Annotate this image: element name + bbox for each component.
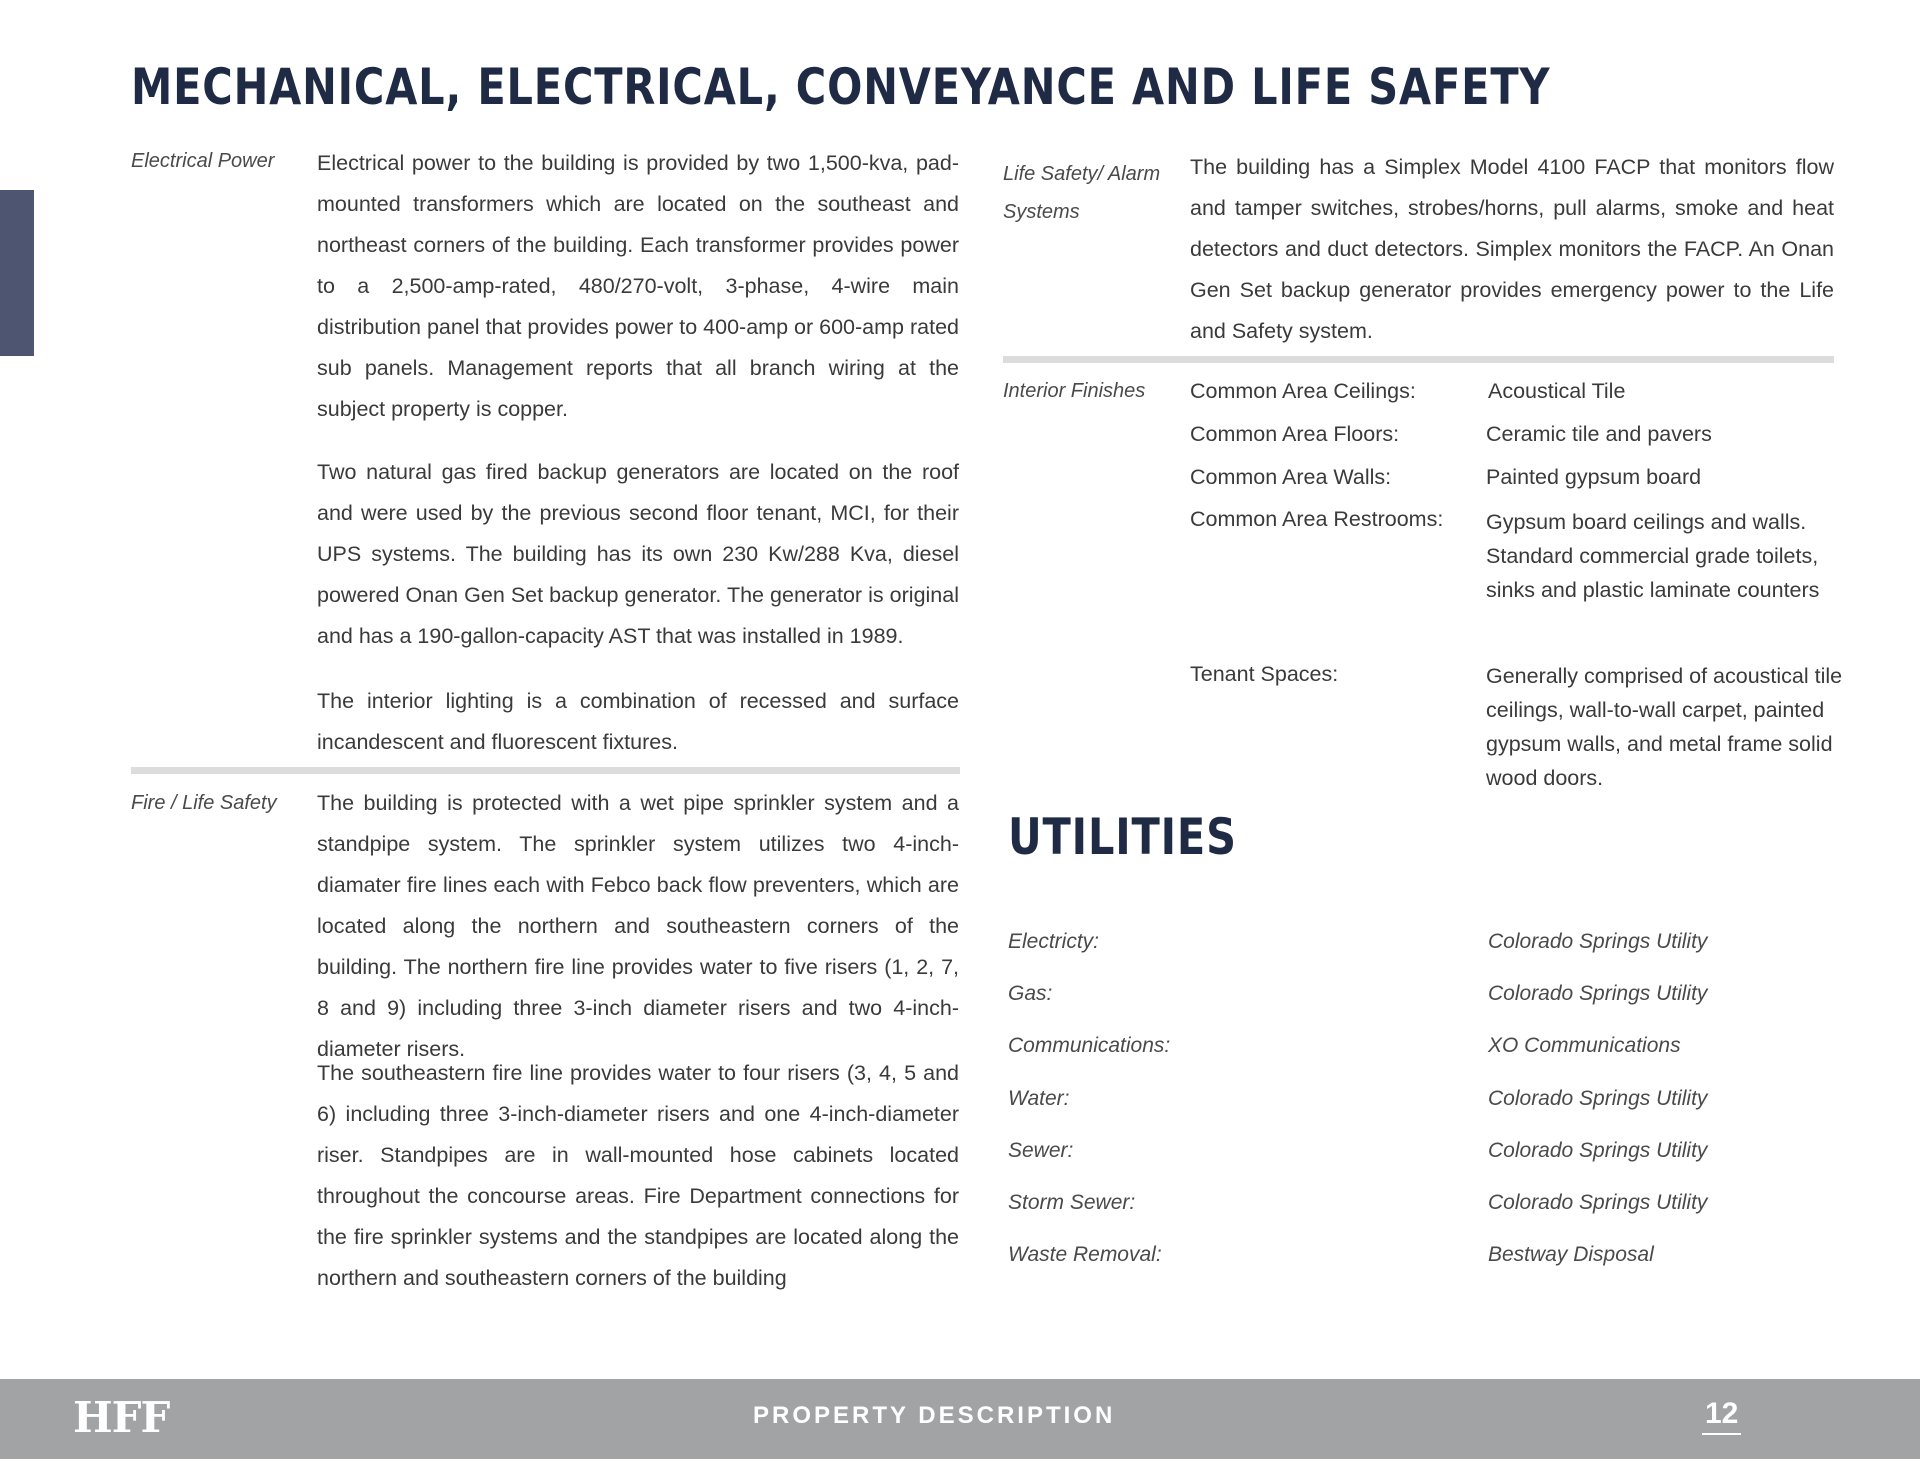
alarm-label-line1: Life Safety/ Alarm [1003, 163, 1161, 185]
electrical-power-label: Electrical Power [131, 150, 275, 172]
finish-key: Common Area Restrooms: [1190, 507, 1444, 531]
alarm-paragraph: The building has a Simplex Model 4100 FACP that monitors flow and tamper switches, strobes/horns, pull alarms, smoke and heat detectors and duct detectors. Simplex monitors the FACP. An Onan Gen Set backup generator provides emergency power to the Life and Safety system. [1190, 155, 1834, 343]
footer-bar [0, 1379, 1920, 1459]
finish-value: Gypsum board ceilings and walls. Standard commercial grade toilets, sinks and plastic laminate counters [1486, 510, 1820, 602]
interior-finishes-label: Interior Finishes [1003, 380, 1146, 402]
finish-key: Common Area Ceilings: [1190, 379, 1416, 403]
utility-value: Colorado Springs Utility [1488, 1191, 1708, 1214]
section-divider [1003, 356, 1834, 363]
finish-value: Generally comprised of acoustical tile ceilings, wall-to-wall carpet, painted gypsum walls, and metal frame solid wood doors. [1486, 664, 1843, 790]
utility-key: Waste Removal: [1008, 1243, 1162, 1266]
utilities-title: UTILITIES [1008, 808, 1237, 866]
finish-key: Tenant Spaces: [1190, 662, 1339, 686]
finish-value: Acoustical Tile [1488, 379, 1626, 403]
electrical-paragraph-3: The interior lighting is a combination of recessed and surface incandescent and fluorescent fixtures. [317, 689, 959, 754]
utility-value: Colorado Springs Utility [1488, 1139, 1708, 1162]
alarm-systems-label [1003, 155, 1160, 231]
hff-logo: HFF [73, 1393, 170, 1442]
finish-key: Common Area Walls: [1190, 465, 1392, 489]
electrical-paragraph-1: Electrical power to the building is provided by two 1,500-kva, pad-mounted transformers which are located on the southeast and northeast corners of the building. Each transformer provides power to a 2,500-amp-rated, 480/270-volt, 3-phase, 4-wire main distribution panel that provides power to 400-amp or 600-amp rated sub panels. Management reports that all branch wiring at the subject property is copper. [317, 151, 959, 421]
utility-key: Water: [1008, 1087, 1070, 1110]
utility-key: Gas: [1008, 982, 1053, 1005]
fire-life-safety-label: Fire / Life Safety [131, 792, 277, 814]
fire-paragraph-2: The southeastern fire line provides water to four risers (3, 4, 5 and 6) including three 3-inch-diameter risers and one 4-inch-diameter riser. Standpipes are in wall-mounted hose cabinets located throughout the concourse areas. Fire Department connections for the fire sprinkler systems and the standpipes are located along the northern and southeastern corners of the building [317, 1061, 959, 1290]
finish-key: Common Area Floors: [1190, 422, 1400, 446]
utility-key: Storm Sewer: [1008, 1191, 1136, 1214]
alarm-label-line2: Systems [1003, 201, 1080, 223]
section-divider [131, 767, 960, 774]
page-title: MECHANICAL, ELECTRICAL, CONVEYANCE AND LIFE SAFETY [131, 58, 1551, 116]
page-number: 12 [1702, 1397, 1741, 1435]
footer-section-title: PROPERTY DESCRIPTION [753, 1402, 1116, 1429]
utility-value: Colorado Springs Utility [1488, 982, 1708, 1005]
utility-value: Colorado Springs Utility [1488, 1087, 1708, 1110]
utility-value: Colorado Springs Utility [1488, 930, 1708, 953]
side-tab-marker [0, 190, 34, 356]
utility-key: Electricty: [1008, 930, 1100, 953]
utility-value: Bestway Disposal [1488, 1243, 1654, 1266]
utility-key: Communications: [1008, 1034, 1171, 1057]
fire-paragraph-1: The building is protected with a wet pipe sprinkler system and a standpipe system. The sprinkler system utilizes two 4-inch-diamater fire lines each with Febco back flow preventers, which are located along the northern and southeastern corners of the building. The northern fire line provides water to five risers (1, 2, 7, 8 and 9) including three 3-inch diameter risers and two 4-inch-diameter risers. [317, 791, 959, 1061]
finish-value: Painted gypsum board [1486, 465, 1702, 489]
finish-value: Ceramic tile and pavers [1486, 422, 1712, 446]
utility-key: Sewer: [1008, 1139, 1074, 1162]
electrical-paragraph-2: Two natural gas fired backup generators are located on the roof and were used by the previous second floor tenant, MCI, for their UPS systems. The building has its own 230 Kw/288 Kva, diesel powered Onan Gen Set backup generator. The generator is original and has a 190-gallon-capacity AST that was installed in 1989. [317, 460, 959, 648]
utility-value: XO Communications [1488, 1034, 1681, 1057]
